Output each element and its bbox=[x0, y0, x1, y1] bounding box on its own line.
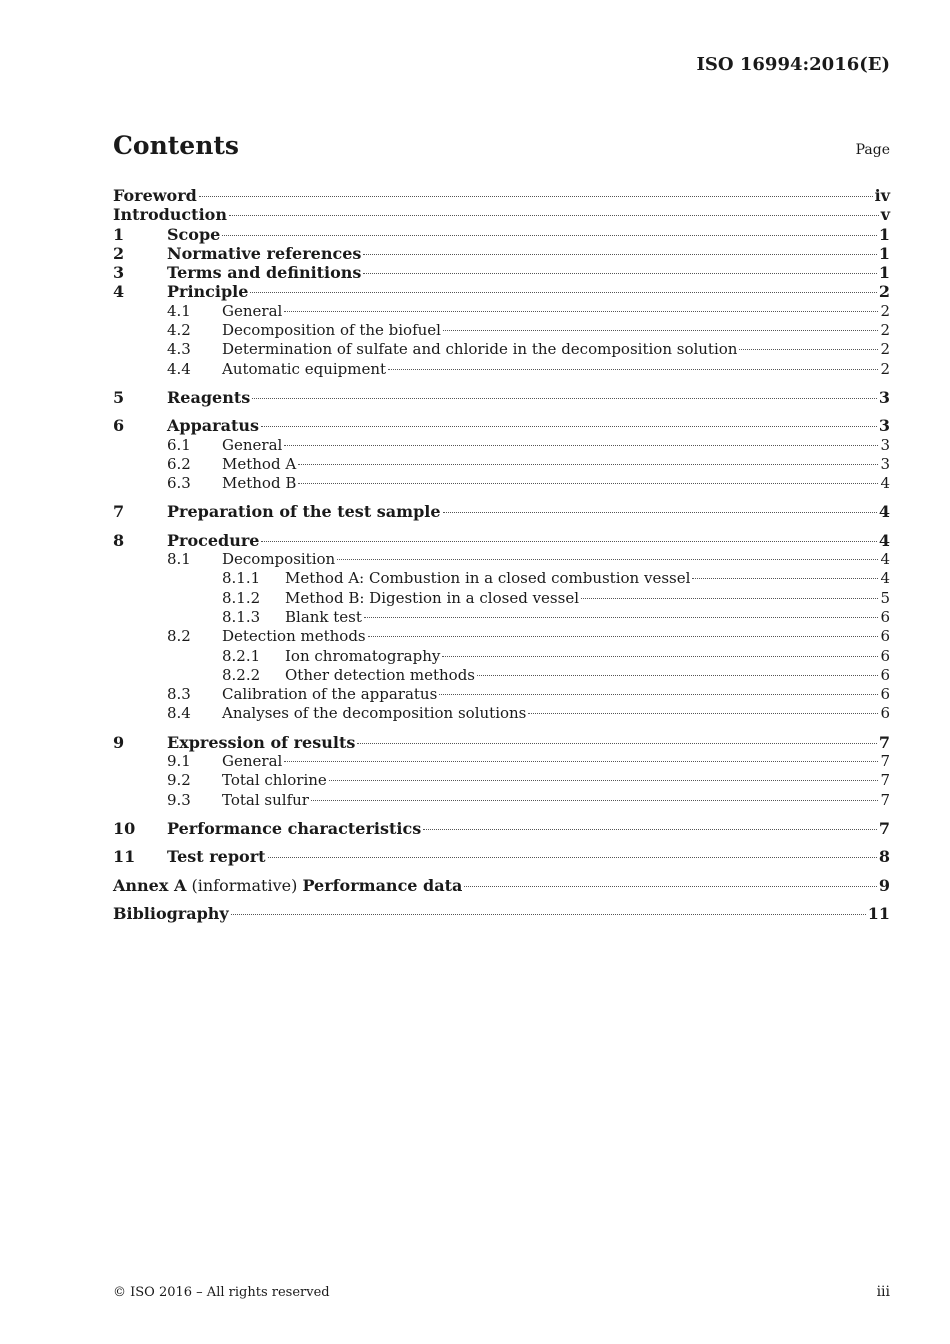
annex-label: Annex A bbox=[113, 875, 187, 895]
toc-entry[interactable] bbox=[113, 436, 890, 455]
page-number: iii bbox=[876, 1284, 890, 1300]
toc-entry-title: Procedure bbox=[167, 530, 260, 550]
toc-entry-title: General bbox=[222, 301, 283, 320]
toc-entry-title: Terms and definitions bbox=[167, 263, 362, 283]
toc-entry[interactable] bbox=[113, 282, 890, 301]
toc-entry-number: 8.1.1 bbox=[222, 569, 261, 588]
table-of-contents bbox=[113, 186, 890, 923]
toc-entry-title: Determination of sulfate and chloride in the decomposition solution bbox=[222, 340, 738, 359]
dot-leader bbox=[250, 292, 876, 293]
toc-entry-number: 2 bbox=[113, 243, 125, 263]
toc-entry-title: Detection methods bbox=[222, 627, 366, 646]
toc-entry-title: Introduction bbox=[113, 205, 227, 225]
toc-entry-title: Other detection methods bbox=[285, 665, 475, 684]
toc-entry[interactable] bbox=[113, 340, 890, 359]
dot-leader bbox=[298, 464, 878, 465]
toc-entry-number: 10 bbox=[113, 818, 136, 838]
toc-entry-title: Expression of results bbox=[167, 732, 356, 752]
toc-entry[interactable] bbox=[113, 627, 890, 646]
toc-entry[interactable] bbox=[113, 904, 890, 923]
toc-entry-page: iv bbox=[874, 186, 890, 205]
toc-entry-title: Decomposition bbox=[222, 550, 336, 569]
toc-entry-title: Test report bbox=[167, 847, 266, 867]
toc-entry[interactable] bbox=[113, 360, 890, 379]
toc-entry-page: 1 bbox=[878, 243, 890, 263]
toc-entry-page: 4 bbox=[880, 569, 890, 588]
toc-entry-page: 6 bbox=[880, 665, 890, 684]
toc-entry-page: 6 bbox=[880, 627, 890, 646]
toc-entry-page: 1 bbox=[878, 224, 890, 244]
dot-leader bbox=[439, 694, 878, 695]
toc-entry[interactable] bbox=[113, 302, 890, 321]
toc-entry-page: 4 bbox=[880, 474, 890, 493]
toc-entry-page: 7 bbox=[880, 752, 890, 771]
dot-leader bbox=[477, 675, 878, 676]
toc-entry-title: Blank test bbox=[285, 607, 362, 626]
toc-entry-title: General bbox=[222, 752, 283, 771]
dot-leader bbox=[222, 235, 877, 236]
dot-leader bbox=[329, 780, 879, 781]
toc-entry[interactable] bbox=[113, 263, 890, 282]
dot-leader bbox=[443, 330, 878, 331]
toc-entry[interactable] bbox=[113, 455, 890, 474]
toc-entry-page: 6 bbox=[880, 607, 890, 626]
toc-entry-page: 7 bbox=[880, 771, 890, 790]
toc-entry[interactable] bbox=[113, 321, 890, 340]
toc-entry[interactable] bbox=[113, 186, 890, 205]
toc-entry-title: Normative references bbox=[167, 243, 362, 263]
toc-entry-title: Principle bbox=[167, 282, 249, 302]
toc-entry[interactable] bbox=[113, 876, 890, 895]
toc-entry-title: Apparatus bbox=[167, 416, 259, 436]
toc-entry-page: 6 bbox=[880, 704, 890, 723]
toc-entry-number: 8.2 bbox=[167, 627, 191, 646]
toc-entry[interactable] bbox=[113, 647, 890, 666]
toc-entry-page: 2 bbox=[880, 301, 890, 320]
toc-entry-title: Method B: Digestion in a closed vessel bbox=[285, 588, 579, 607]
toc-entry-page: 6 bbox=[880, 646, 890, 665]
toc-entry-number: 8.2.1 bbox=[222, 646, 261, 665]
toc-entry-page: v bbox=[880, 205, 890, 225]
toc-entry[interactable] bbox=[113, 416, 890, 435]
toc-entry-title: Ion chromatography bbox=[285, 646, 441, 665]
toc-entry[interactable] bbox=[113, 225, 890, 244]
toc-entry-number: 9 bbox=[113, 732, 125, 752]
toc-entry-number: 4.4 bbox=[167, 359, 191, 378]
toc-entry-title: Decomposition of the biofuel bbox=[222, 321, 441, 340]
toc-entry-number: 11 bbox=[113, 847, 136, 867]
toc-entry-page: 8 bbox=[878, 847, 890, 867]
toc-entry-title: Total chlorine bbox=[222, 771, 327, 790]
toc-entry-number: 4 bbox=[113, 282, 125, 302]
toc-entry-page: 4 bbox=[878, 502, 890, 522]
toc-entry-title: Bibliography bbox=[113, 903, 229, 923]
toc-entry[interactable] bbox=[113, 531, 890, 550]
toc-entry-number: 8.1 bbox=[167, 550, 191, 569]
toc-entry-title: Method A: Combustion in a closed combustion vessel bbox=[285, 569, 691, 588]
toc-entry-title: Preparation of the test sample bbox=[167, 502, 441, 522]
toc-entry-title: Method A bbox=[222, 454, 297, 473]
dot-leader bbox=[443, 512, 877, 513]
toc-entry-number: 5 bbox=[113, 387, 125, 407]
page-column-label: Page bbox=[855, 142, 890, 158]
copyright-notice: © ISO 2016 – All rights reserved bbox=[113, 1285, 330, 1300]
dot-leader bbox=[464, 886, 876, 887]
toc-entry-number: 9.3 bbox=[167, 790, 191, 809]
toc-entry[interactable] bbox=[113, 752, 890, 771]
toc-entry-page: 3 bbox=[878, 416, 890, 436]
dot-leader bbox=[261, 541, 876, 542]
toc-entry-page: 2 bbox=[880, 359, 890, 378]
document-id: ISO 16994:2016(E) bbox=[696, 54, 890, 75]
toc-entry-number: 7 bbox=[113, 502, 125, 522]
dot-leader bbox=[337, 559, 878, 560]
toc-entry[interactable] bbox=[113, 205, 890, 224]
toc-entry-title: Automatic equipment bbox=[222, 359, 387, 378]
toc-entry-title: Performance characteristics bbox=[167, 818, 422, 838]
toc-entry-page: 4 bbox=[880, 550, 890, 569]
toc-entry[interactable] bbox=[113, 666, 890, 685]
toc-entry-title: Method B bbox=[222, 474, 297, 493]
toc-entry-number: 9.1 bbox=[167, 752, 191, 771]
toc-entry-page: 2 bbox=[880, 340, 890, 359]
toc-entry-title: Calibration of the apparatus bbox=[222, 685, 438, 704]
toc-entry-number: 4.2 bbox=[167, 321, 191, 340]
dot-leader bbox=[363, 254, 876, 255]
annex-title: Performance data bbox=[302, 875, 463, 895]
toc-entry-title: Reagents bbox=[167, 387, 251, 407]
toc-entry-page: 7 bbox=[880, 790, 890, 809]
dot-leader bbox=[357, 743, 877, 744]
toc-entry[interactable] bbox=[113, 733, 890, 752]
toc-entry-title: Total sulfur bbox=[222, 790, 309, 809]
dot-leader bbox=[442, 656, 878, 657]
toc-entry-number: 8.4 bbox=[167, 704, 191, 723]
toc-entry-page: 5 bbox=[880, 588, 890, 607]
dot-leader bbox=[268, 857, 877, 858]
toc-entry-number: 3 bbox=[113, 263, 125, 283]
dot-leader bbox=[692, 578, 878, 579]
toc-entry-number: 8.2.2 bbox=[222, 665, 261, 684]
toc-entry-number: 8 bbox=[113, 530, 125, 550]
toc-entry-page: 3 bbox=[878, 387, 890, 407]
toc-entry-title: Scope bbox=[167, 224, 221, 244]
toc-entry-page: 11 bbox=[867, 903, 890, 923]
toc-entry-number: 4.1 bbox=[167, 301, 191, 320]
toc-entry-page: 7 bbox=[878, 818, 890, 838]
toc-entry[interactable] bbox=[113, 685, 890, 704]
toc-entry-page: 1 bbox=[878, 263, 890, 283]
dot-leader bbox=[231, 914, 866, 915]
toc-entry-number: 6.1 bbox=[167, 435, 191, 454]
dot-leader bbox=[581, 598, 878, 599]
toc-entry[interactable] bbox=[113, 589, 890, 608]
toc-entry-number: 8.1.2 bbox=[222, 588, 261, 607]
toc-entry[interactable] bbox=[113, 771, 890, 790]
annex-type: (informative) bbox=[186, 875, 303, 895]
dot-leader bbox=[252, 398, 877, 399]
toc-entry-page: 6 bbox=[880, 685, 890, 704]
toc-entry-number: 6.3 bbox=[167, 474, 191, 493]
toc-entry[interactable] bbox=[113, 244, 890, 263]
toc-entry-page: 3 bbox=[880, 454, 890, 473]
contents-title: Contents bbox=[113, 131, 240, 160]
dot-leader bbox=[261, 426, 877, 427]
toc-entry-page: 2 bbox=[880, 321, 890, 340]
toc-entry-title bbox=[113, 876, 462, 895]
toc-entry-page: 4 bbox=[878, 530, 890, 550]
toc-entry-number: 6 bbox=[113, 416, 125, 436]
dot-leader bbox=[388, 369, 878, 370]
toc-entry-page: 7 bbox=[878, 732, 890, 752]
dot-leader bbox=[284, 445, 878, 446]
toc-entry-title: Foreword bbox=[113, 186, 197, 205]
toc-entry-number: 8.3 bbox=[167, 685, 191, 704]
dot-leader bbox=[423, 829, 877, 830]
dot-leader bbox=[528, 713, 878, 714]
toc-entry-number: 8.1.3 bbox=[222, 607, 261, 626]
toc-entry-number: 6.2 bbox=[167, 454, 191, 473]
toc-entry[interactable] bbox=[113, 550, 890, 569]
dot-leader bbox=[284, 761, 878, 762]
toc-entry[interactable] bbox=[113, 608, 890, 627]
toc-entry[interactable] bbox=[113, 791, 890, 810]
dot-leader bbox=[284, 311, 878, 312]
toc-entry-page: 9 bbox=[878, 875, 890, 895]
toc-entry[interactable] bbox=[113, 819, 890, 838]
toc-entry-title: General bbox=[222, 435, 283, 454]
toc-entry[interactable] bbox=[113, 847, 890, 866]
dot-leader bbox=[363, 273, 876, 274]
dot-leader bbox=[199, 196, 873, 197]
toc-entry-number: 1 bbox=[113, 224, 125, 244]
dot-leader bbox=[311, 800, 879, 801]
dot-leader bbox=[229, 215, 879, 216]
toc-entry-title: Analyses of the decomposition solutions bbox=[222, 704, 527, 723]
toc-entry-number: 4.3 bbox=[167, 340, 191, 359]
dot-leader bbox=[298, 483, 878, 484]
dot-leader bbox=[368, 636, 879, 637]
toc-entry-page: 2 bbox=[878, 282, 890, 302]
dot-leader bbox=[364, 617, 879, 618]
toc-entry-page: 3 bbox=[880, 435, 890, 454]
toc-entry[interactable] bbox=[113, 474, 890, 493]
toc-entry[interactable] bbox=[113, 502, 890, 521]
toc-entry[interactable] bbox=[113, 704, 890, 723]
toc-entry[interactable] bbox=[113, 388, 890, 407]
dot-leader bbox=[739, 349, 878, 350]
toc-entry[interactable] bbox=[113, 569, 890, 588]
toc-entry-number: 9.2 bbox=[167, 771, 191, 790]
